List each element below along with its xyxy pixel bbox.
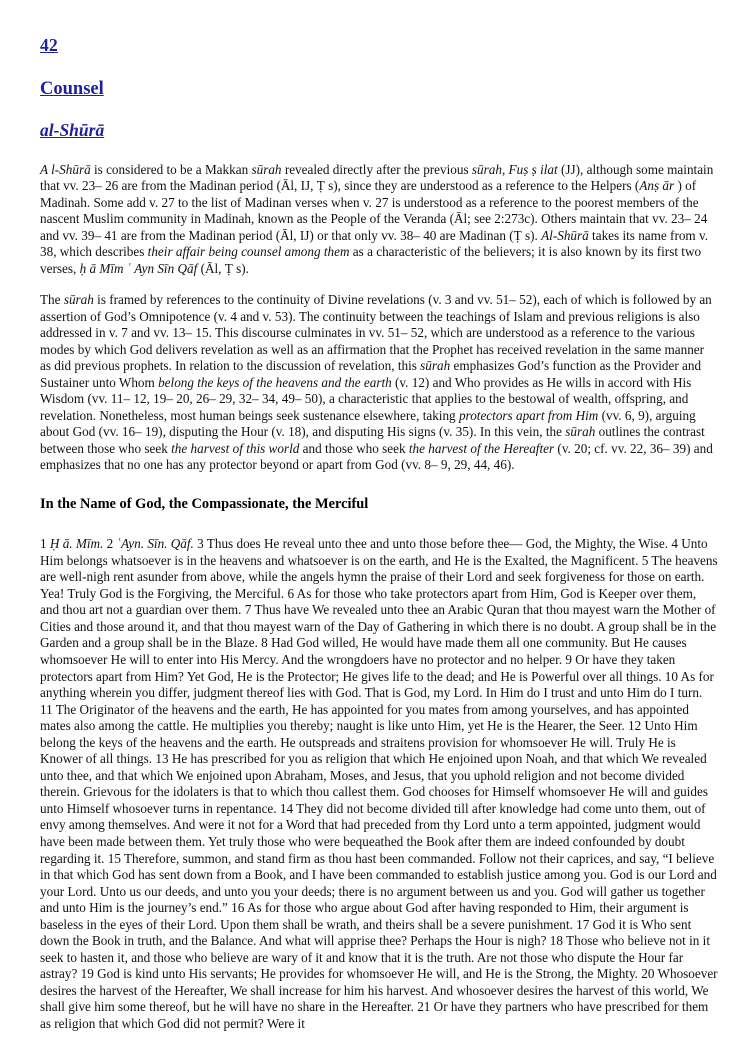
text-run: 3 Thus does He reveal unto thee and unto those before thee— God, the Mighty, the Wise. 4 Unto Him belongs whatsoever is in the heavens and whatsoever is on the earth, and He is the Exalted, the Magnificent. 5 The heavens are well-nigh rent asunder from above, while the angels hymn the praise of their Lord and seek forgiveness for those on earth. Yea! Truly God is the Forgiving, the Merciful. 6 As for those who take protectors apart from Him, God is Keeper over them, and thou art not a guardian over them. 7 Thus have We revealed unto thee an Arabic Quran that thou mayest warn the Mother of Cities and those around it, and that thou mayest warn of the Day of Gathering in which there is no doubt. A group shall be in the Garden and a group shall be in the Blaze. 8 Had God willed, He would have made them all one community. But He causes whomsoever He will to enter into His Mercy. And the wrongdoers have no protector and no helper. 9 Or have they taken protectors apart from Him? Yet God, He is the Protector; He gives life to the dead; and He is Powerful over all things. 10 As for anything wherein you differ, judgment thereof lies with God. That is God, my Lord. In Him do I trust and unto Him do I turn. 11 The Originator of the heavens and the earth, He has appointed for you mates from among yourselves, and has appointed mates also among the cattle. He multiplies you thereby; naught is like unto Him, yet He is the Hearer, the Seer. 12 Unto Him belong the keys of the heavens and the earth. He outspreads and straitens provision for whomsoever He will. Truly He is Knower of all things. 13 He has prescribed for you as religion that which He enjoined upon Noah, and that which We revealed unto thee, and that which We enjoined upon Abraham, Moses, and Jesus, that you uphold religion and not become divided therein. Grievous for the idolaters is that to which thou callest them. God chooses for Himself whomsoever He will and guides unto Himself whosoever turns in repentance. 14 They did not become divided till after knowledge had come unto them, out of envy among themselves. And were it not for a Word that had preceded from thy Lord unto a term appointed, judgment would have been made between them. Yet truly those who were bequeathed the Book after them are indeed confounded by doubt regarding it. 15 Therefore, summon, and stand firm as thou hast been commanded. Follow not their caprices, and say, “I believe in that which God has sent down from a Book, and I have been commanded to establish justice among you. God is our Lord and your Lord. Unto us our deeds, and unto you your deeds; there is no argument between us and you. God will gather us together and unto Him is the journey’s end.” 16 As for those who argue about God after having responded to Him, their argument is baseless in the eyes of their Lord. Upon them shall be wrath, and theirs shall be a severe punishment. 17 God it is Who sent down the Book in truth, and the Balance. And what will apprise thee? Perhaps the Hour is nigh? 18 Those who believe not in it seek to hasten it, and those who believe are wary of it and know that it is the truth. Are not those who dispute the Hour far astray? 19 God is kind unto His servants; He provides for whomsoever He will, and He is the Strong, the Mighty. 20 Whosoever desires the harvest of the Hereafter, We shall increase for him his harvest. And whosoever desires the harvest of this world, We shall give him some thereof, but he will have no share in the Hereafter. 21 Or have they partners who have prescribed for them as religion that which God did not permit? Were it <box>40 536 718 1031</box>
text-run: Al-Shūrā <box>541 227 589 243</box>
text-run: sūrah <box>251 161 282 177</box>
text-run: emphasizes God’s function as the Provider and Sustainer unto Whom <box>40 358 702 390</box>
text-run: The <box>40 292 64 308</box>
surah-number-heading: 42 <box>40 35 58 55</box>
text-run: (v. 12) and Who provides as He wills in accord with His Wisdom (vv. 11– 12, 19– 20, 26– 29, 32– 34, 49– 50), a characteristic that applies to the bestowal of wealth, offspring, and revelation. Nonetheless, most human beings seek sustenance elsewhere, taking <box>40 374 692 423</box>
intro-paragraph-1 <box>40 162 718 278</box>
text-run: and those who seek <box>299 440 409 456</box>
text-run: revealed directly after the previous <box>281 161 472 177</box>
text-run: 1 <box>40 536 50 552</box>
text-run: 2 <box>103 536 117 552</box>
text-run: sūrah <box>63 292 94 308</box>
text-run: A l-Shūrā <box>40 161 91 177</box>
text-run: sūrah <box>565 424 596 440</box>
text-run: outlines the contrast between those who seek <box>40 424 705 456</box>
text-run: (JJ), although some maintain that vv. 23– 26 are from the Madinan period (Āl, IJ, Ṭ s), since they are understood as a reference to the Helpers ( <box>40 161 714 194</box>
text-run: ʿAyn. Sīn. Qāf. <box>116 536 194 552</box>
text-run: the harvest of this world <box>171 440 300 456</box>
surah-title-english: Counsel <box>40 79 104 100</box>
text-run: is considered to be a Makkan <box>90 161 252 177</box>
intro-paragraph-2 <box>40 292 718 474</box>
text-run: (v. 20; cf. vv. 22, 36– 39) and emphasizes that no one has any protector beyond or apart from God (vv. 8– 9, 29, 44, 46). <box>40 440 713 473</box>
verse-body-text <box>40 536 718 1032</box>
text-run: the harvest of the Hereafter <box>408 440 555 456</box>
text-run: Anṣ ār <box>639 178 675 194</box>
text-run: takes its name from v. 38, which describes <box>40 227 709 260</box>
text-run: is framed by references to the continuity of Divine revelations (v. 3 and vv. 51– 52), each of which is followed by an assertion of God’s Omnipotence (v. 4 and v. 53). The continuity between the teachings of Islam and previous religions is also addressed in v. 7 and vv. 13– 15. This discourse culminates in vv. 51– 52, which are understood as a reference to the various modes by which God delivers revelation as well as an affirmation that the Prophet has received revelation in the same manner as did previous prophets. In relation to the discussion of revelation, this <box>40 292 712 374</box>
text-run: sūrah, Fuṣ ṣ ilat <box>471 161 558 177</box>
text-run: (vv. 6, 9), arguing about God (vv. 16– 19), disputing the Hour (v. 18), and disputing His signs (v. 35). In this vein, the <box>40 407 696 440</box>
text-run: (Āl, Ṭ s). <box>197 260 249 276</box>
surah-title-arabic: al-Shūrā <box>40 119 105 140</box>
text-run: as a characteristic of the believers; it is also known by its first two verses, <box>40 244 702 276</box>
text-run: ḥ ā Mīm ʿ Ayn Sīn Qāf <box>79 260 198 276</box>
text-run: belong the keys of the heavens and the earth <box>158 374 392 390</box>
text-run: protectors apart from Him <box>458 407 599 423</box>
text-run: ) of Madinah. Some add v. 27 to the list of Madinan verses when v. 27 is understood as a reference to the poorest members of the nascent Muslim community in Madinah, known as the People of the Veranda (Āl; see 2:273c). Others maintain that vv. 23– 24 and vv. 39– 41 are from the Madinan period (Āl, IJ) or that only vv. 38– 40 are Madinan (Ṭ s). <box>40 178 708 243</box>
text-run: Ḥ ā. Mīm. <box>49 536 104 552</box>
basmala-heading: In the Name of God, the Compassionate, the Merciful <box>40 495 369 512</box>
text-run: sūrah <box>420 358 451 374</box>
text-run: their affair being counsel among them <box>147 244 350 260</box>
